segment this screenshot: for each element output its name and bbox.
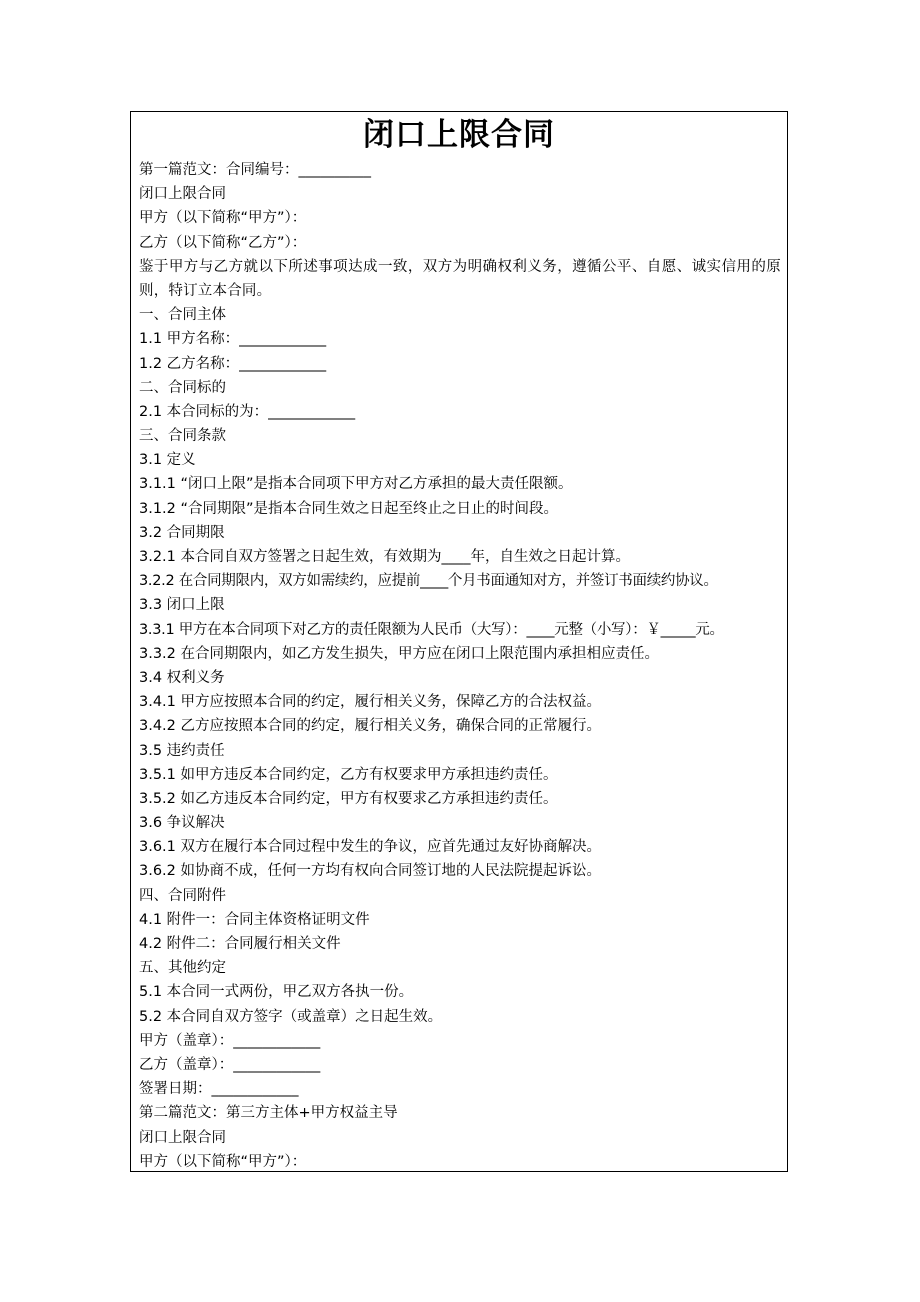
document-line: 4.1 附件一：合同主体资格证明文件 <box>139 911 370 928</box>
document-line: 乙方（以下简称“乙方”）： <box>139 234 307 251</box>
document-line: 3.5.2 如乙方违反本合同约定，甲方有权要求乙方承担违约责任。 <box>139 790 558 807</box>
document-line: 闭口上限合同 <box>139 186 226 203</box>
document-line: 3.3.2 在合同期限内，如乙方发生损失，甲方应在闭口上限范围内承担相应责任。 <box>139 645 660 662</box>
document-line: 3.1.2 “合同期限”是指本合同生效之日起至终止之日止的时间段。 <box>139 500 559 517</box>
document-line: 甲方（以下简称“甲方”）： <box>139 210 307 227</box>
document-line: 闭口上限合同 <box>139 1129 226 1146</box>
subsection-heading: 3.1 定义 <box>139 452 196 469</box>
signature-line: 甲方（盖章）：____________ <box>139 1032 321 1049</box>
document-line: 4.2 附件二：合同履行相关文件 <box>139 936 341 953</box>
document-line: 3.2.1 本合同自双方签署之日起生效，有效期为____年，自生效之日起计算。 <box>139 549 631 566</box>
document-line: 甲方（以下简称“甲方”）： <box>139 1153 307 1170</box>
document-line: 2.1 本合同标的为：____________ <box>139 403 356 420</box>
document-title: 闭口上限合同 <box>363 117 555 153</box>
document-line: 1.2 乙方名称：____________ <box>139 355 327 372</box>
document-line: 3.2.2 在合同期限内，双方如需续约，应提前____个月书面通知对方，并签订书面续约协议。 <box>139 573 718 590</box>
subsection-heading: 3.2 合同期限 <box>139 524 225 541</box>
document-line: 3.5.1 如甲方违反本合同约定，乙方有权要求甲方承担违约责任。 <box>139 766 558 783</box>
document-line: 3.3.1 甲方在本合同项下对乙方的责任限额为人民币（大写）：____元整（小写）：￥_____元。 <box>139 621 724 638</box>
signature-date-line: 签署日期：____________ <box>139 1081 299 1098</box>
section-heading: 二、合同标的 <box>139 379 226 396</box>
document-body <box>131 158 787 1172</box>
document-frame <box>130 111 788 1172</box>
document-line: 第一篇范文：合同编号：__________ <box>139 162 371 178</box>
document-line: 3.4.2 乙方应按照本合同的约定，履行相关义务，确保合同的正常履行。 <box>139 718 602 735</box>
document-line: 3.6.2 如协商不成，任何一方均有权向合同签订地的人民法院提起诉讼。 <box>139 863 602 880</box>
section-heading: 四、合同附件 <box>139 887 226 904</box>
document-line: 3.4.1 甲方应按照本合同的约定，履行相关义务，保障乙方的合法权益。 <box>139 694 602 711</box>
subsection-heading: 3.3 闭口上限 <box>139 597 225 614</box>
section-heading: 一、合同主体 <box>139 307 226 324</box>
document-line: 5.2 本合同自双方签字（或盖章）之日起生效。 <box>139 1008 443 1025</box>
document-line: 3.1.1 “闭口上限”是指本合同项下甲方对乙方承担的最大责任限额。 <box>139 476 573 493</box>
document-line: 鉴于甲方与乙方就以下所述事项达成一致，双方为明确权利义务，遵循公平、自愿、诚实信用的原则，特订立本合同。 <box>139 258 781 299</box>
subsection-heading: 3.4 权利义务 <box>139 669 225 686</box>
document-line: 1.1 甲方名称：____________ <box>139 331 327 348</box>
section-heading: 五、其他约定 <box>139 960 226 977</box>
subsection-heading: 3.6 争议解决 <box>139 815 225 832</box>
document-line: 3.6.1 双方在履行本合同过程中发生的争议，应首先通过友好协商解决。 <box>139 839 602 856</box>
subsection-heading: 3.5 违约责任 <box>139 742 225 759</box>
document-line: 5.1 本合同一式两份，甲乙双方各执一份。 <box>139 984 414 1001</box>
signature-line: 乙方（盖章）：____________ <box>139 1056 321 1073</box>
document-line: 第二篇范文：第三方主体+甲方权益主导 <box>139 1105 398 1122</box>
section-heading: 三、合同条款 <box>139 428 226 445</box>
